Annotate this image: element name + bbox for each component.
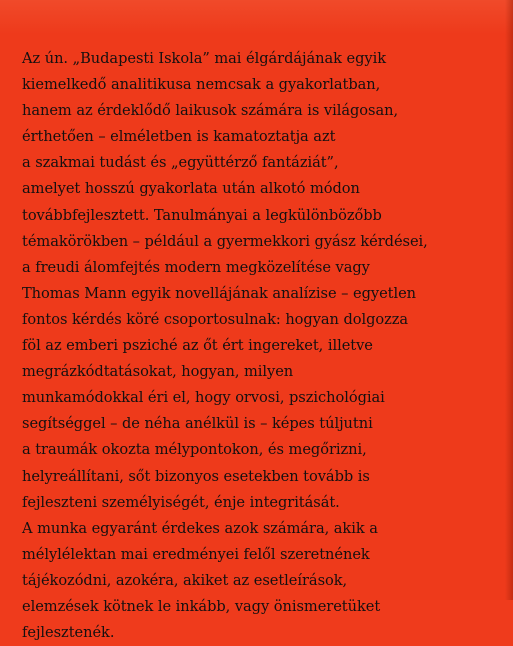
blurb-line: megrázkódtatásokat, hogyan, milyen: [22, 363, 294, 381]
blurb-line: tájékozódni, azokéra, akiket az esetleírások,: [22, 571, 348, 589]
blurb-line: Thomas Mann egyik novellájának analízise – egyetlen: [22, 284, 417, 302]
blurb-line: hanem az érdeklődő laikusok számára is világosan,: [22, 102, 399, 120]
blurb-line: a freudi álomfejtés modern megközelítése vagy: [22, 258, 370, 276]
blurb-line: érthetően – elméletben is kamatoztatja azt: [22, 128, 336, 146]
blurb-line: helyreállítani, sőt bizonyos esetekben tovább is: [22, 467, 370, 485]
blurb-line: A munka egyaránt érdekes azok számára, akik a: [22, 519, 378, 537]
blurb-line: továbbfejlesztett. Tanulmányai a legkülönbözőbb: [22, 206, 382, 224]
blurb-line: kiemelkedő analitikusa nemcsak a gyakorlatban,: [22, 76, 381, 94]
blurb-line: fejlesztenék.: [22, 624, 115, 642]
blurb-line: segítséggel – de néha anélkül is – képes túljutni: [22, 415, 373, 433]
blurb-line: munkamódokkal éri el, hogy orvosi, pszichológiai: [22, 389, 385, 407]
blurb-line: Az ún. „Budapesti Iskola” mai élgárdájának egyik: [22, 50, 387, 67]
blurb-line: témakörökben – például a gyermekkori gyász kérdései,: [22, 232, 428, 250]
blurb-line: a traumák okozta mélypontokon, és megőrizni,: [22, 441, 367, 459]
blurb-line: föl az emberi psziché az őt ért ingereket, illetve: [22, 337, 373, 355]
top-edge-shading: [0, 0, 513, 34]
blurb-line: fejleszteni személyiségét, énje integritását.: [22, 493, 340, 511]
blurb-text: [22, 46, 508, 646]
blurb-line: fontos kérdés köré csoportosulnak: hogyan dolgozza: [22, 310, 409, 328]
blurb-line: a szakmai tudást és „együttérző fantáziát”,: [22, 154, 339, 172]
blurb-line: elemzések kötnek le inkább, vagy önismeretüket: [22, 597, 381, 615]
blurb-line: mélylélektan mai eredményei felől szeretnének: [22, 545, 370, 563]
blurb-line: amelyet hosszú gyakorlata után alkotó módon: [22, 180, 360, 198]
